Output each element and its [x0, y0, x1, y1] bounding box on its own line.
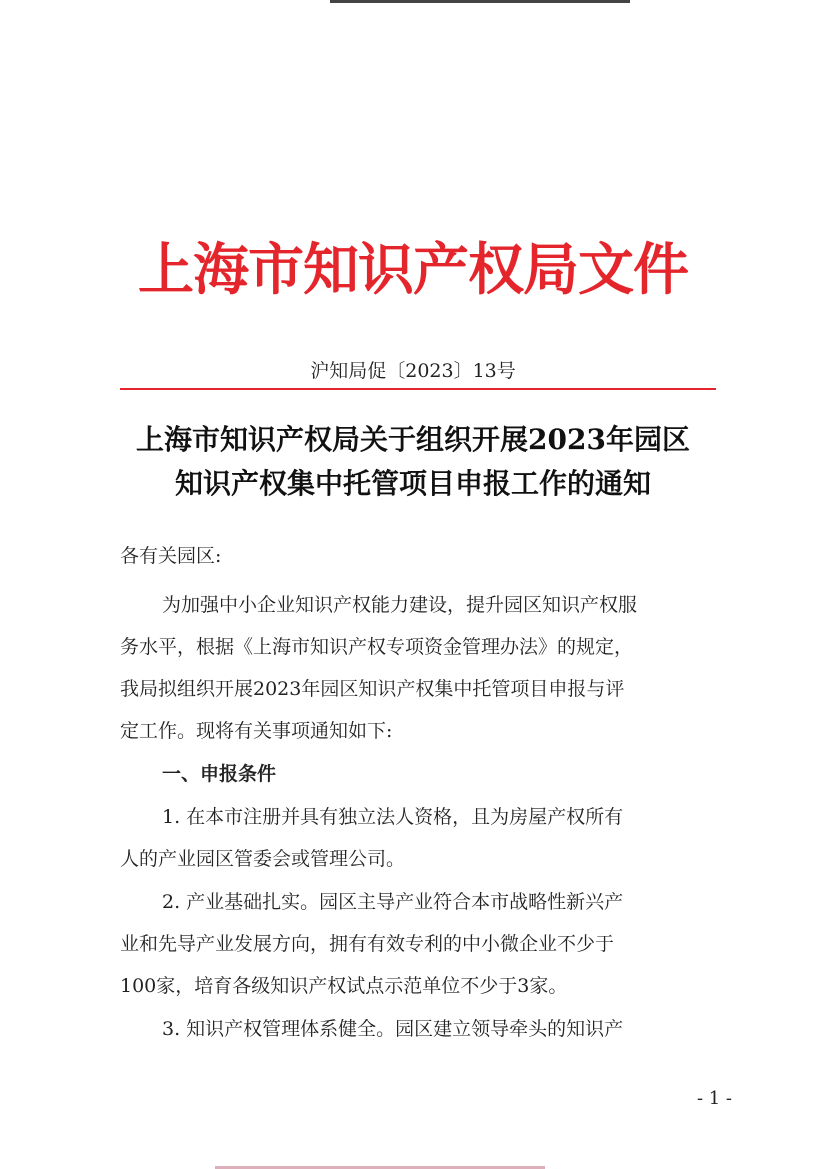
- paragraph-line: 1. 在本市注册并具有独立法人资格，且为房屋产权所有: [162, 806, 624, 828]
- paragraph-line: 人的产业园区管委会或管理公司。: [120, 848, 406, 870]
- notice-title-line-1: 上海市知识产权局关于组织开展2023年园区: [136, 423, 690, 456]
- paragraph-line: 为加强中小企业知识产权能力建设，提升园区知识产权服: [162, 594, 638, 616]
- page-number: - 1 -: [696, 1088, 732, 1109]
- document-number: 沪知局促〔2023〕13号: [310, 360, 516, 382]
- red-divider-line: [120, 388, 716, 390]
- org-header-title: 上海市知识产权局文件: [138, 238, 688, 303]
- scan-edge-top: [330, 0, 630, 3]
- notice-title-line-2: 知识产权集中托管项目申报工作的通知: [174, 467, 651, 500]
- section-heading: 一、申报条件: [162, 763, 277, 785]
- paragraph-line: 我局拟组织开展2023年园区知识产权集中托管项目申报与评: [120, 678, 625, 700]
- notice-title: [0, 418, 826, 506]
- salutation: 各有关园区:: [120, 545, 222, 567]
- paragraph-line: 定工作。现将有关事项通知如下:: [120, 720, 393, 742]
- paragraph-line: 业和先导产业发展方向，拥有有效专利的中小微企业不少于: [120, 933, 615, 955]
- paragraph-line: 务水平，根据《上海市知识产权专项资金管理办法》的规定，: [120, 636, 634, 658]
- paragraph-line: 3. 知识产权管理体系健全。园区建立领导牵头的知识产: [162, 1018, 624, 1040]
- paragraph-line: 100家，培育各级知识产权试点示范单位不少于3家。: [120, 975, 568, 997]
- paragraph-line: 2. 产业基础扎实。园区主导产业符合本市战略性新兴产: [162, 891, 624, 913]
